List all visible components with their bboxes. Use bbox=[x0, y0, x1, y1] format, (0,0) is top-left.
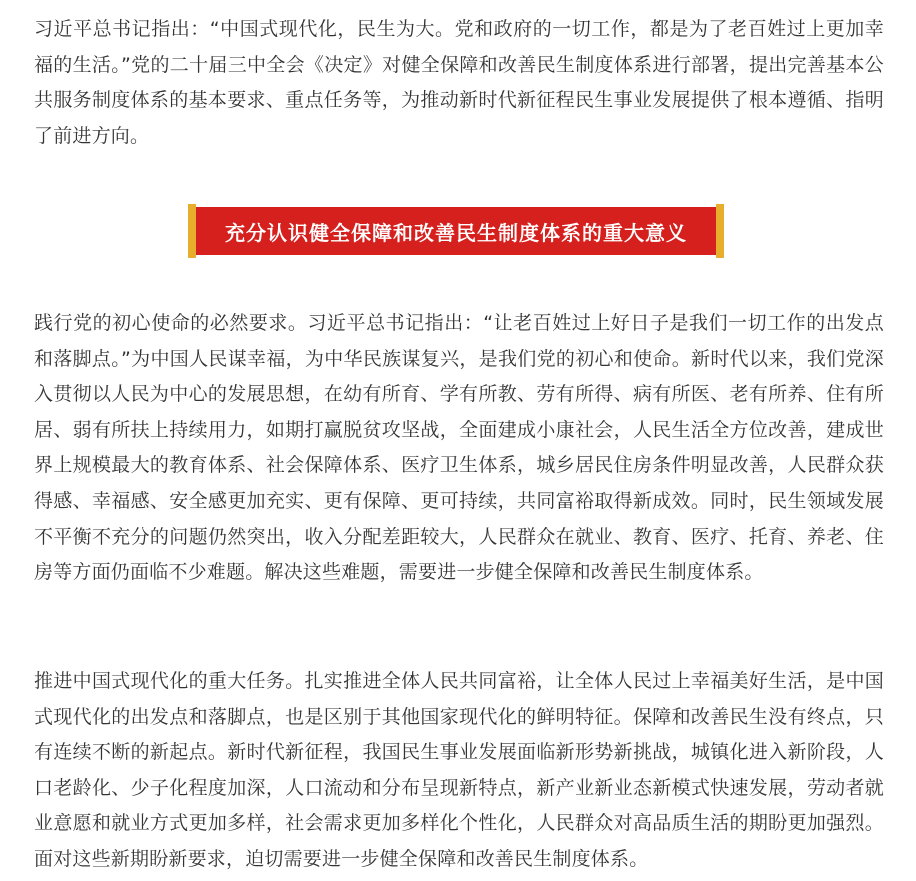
section-heading: 充分认识健全保障和改善民生制度体系的重大意义 bbox=[225, 220, 687, 245]
section-heading-banner bbox=[188, 204, 724, 258]
heading-right-accent bbox=[716, 204, 724, 258]
paragraph-modernization: 推进中国式现代化的重大任务。扎实推进全体人民共同富裕，让全体人民过上幸福美好生活，是中国式现代化的出发点和落脚点，也是区别于其他国家现代化的鲜明特征。保障和改善民生没有终点，只有连续不断的新起点。新时代新征程，我国民生事业发展面临新形势新挑战，城镇化进入新阶段，人口老龄化、少子化程度加深，人口流动和分布呈现新特点，新产业新业态新模式快速发展，劳动者就业意愿和就业方式更加多样，社会需求更加多样化个性化，人民群众对高品质生活的期盼更加强烈。面对这些新期盼新要求，迫切需要进一步健全保障和改善民生制度体系。 bbox=[34, 670, 884, 870]
heading-left-accent bbox=[188, 204, 196, 258]
heading-box bbox=[196, 207, 716, 255]
paragraph-mission: 践行党的初心使命的必然要求。习近平总书记指出：“让老百姓过上好日子是我们一切工作的出发点和落脚点。”为中国人民谋幸福，为中华民族谋复兴，是我们党的初心和使命。新时代以来，我们党深入贯彻以人民为中心的发展思想，在幼有所育、学有所教、劳有所得、病有所医、老有所养、住有所居、弱有所扶上持续用力，如期打赢脱贫攻坚战，全面建成小康社会，人民生活全方位改善，建成世界上规模最大的教育体系、社会保障体系、医疗卫生体系，城乡居民住房条件明显改善，人民群众获得感、幸福感、安全感更加充实、更有保障、更可持续，共同富裕取得新成效。同时，民生领域发展不平衡不充分的问题仍然突出，收入分配差距较大，人民群众在就业、教育、医疗、托育、养老、住房等方面仍面临不少难题。解决这些难题，需要进一步健全保障和改善民生制度体系。 bbox=[34, 312, 884, 584]
paragraph-intro: 习近平总书记指出：“中国式现代化，民生为大。党和政府的一切工作，都是为了老百姓过上更加幸福的生活。”党的二十届三中全会《决定》对健全保障和改善民生制度体系进行部署，提出完善基本公共服务制度体系的基本要求、重点任务等，为推动新时代新征程民生事业发展提供了根本遵循、指明了前进方向。 bbox=[34, 18, 884, 147]
